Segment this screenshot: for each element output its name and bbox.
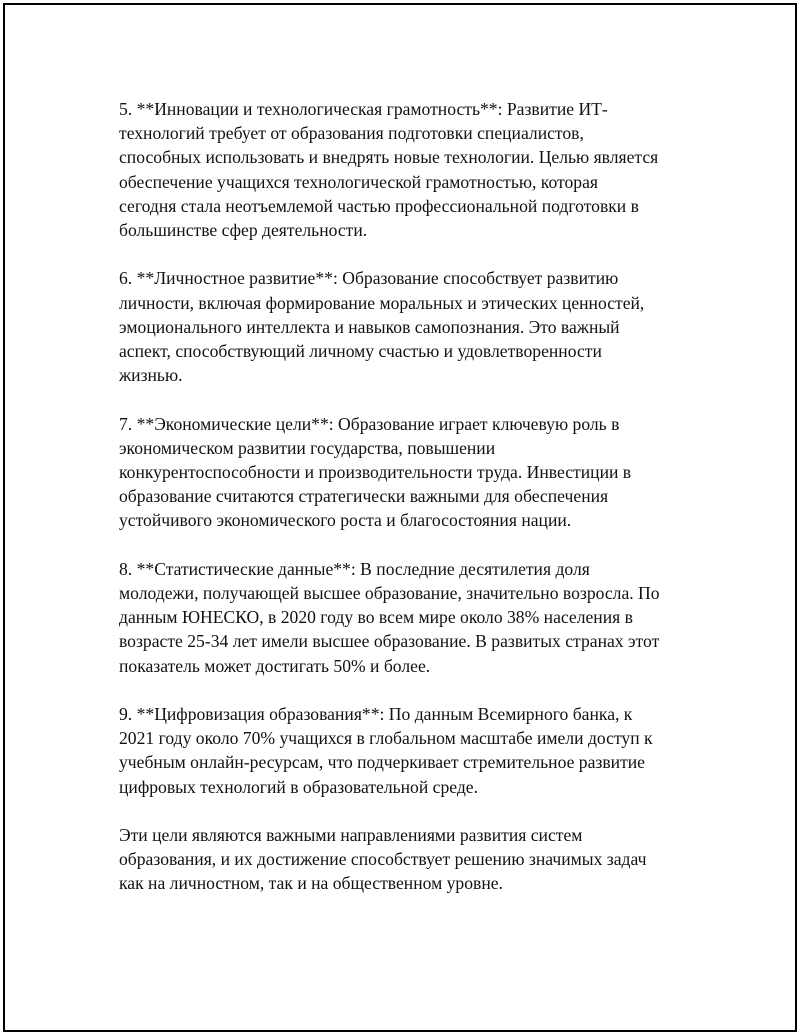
paragraph-item-8 xyxy=(119,557,699,678)
text-line: учебным онлайн-ресурсам, что подчеркивает стремительное развитие xyxy=(119,752,645,773)
text-line: 7. **Экономические цели**: Образование играет ключевую роль в xyxy=(119,413,620,434)
text-line: обеспечение учащихся технологической грамотностью, которая xyxy=(119,171,598,192)
text-line: личности, включая формирование моральных и этических ценностей, xyxy=(119,292,645,313)
text-line: как на личностном, так и на общественном уровне. xyxy=(119,873,503,894)
paragraph-item-7 xyxy=(119,412,699,533)
text-line: образование считаются стратегически важными для обеспечения xyxy=(119,486,609,507)
text-line: 5. **Инновации и технологическая грамотность**: Развитие ИТ- xyxy=(119,99,608,119)
text-line: экономическом развитии государства, повышении xyxy=(119,437,496,458)
paragraph-item-6 xyxy=(119,266,699,387)
text-line: технологий требует от образования подготовки специалистов, xyxy=(119,123,584,144)
text-line: возрасте 25-34 лет имели высшее образование. В развитых странах этот xyxy=(119,631,660,652)
text-line: аспект, способствующий личному счастью и удовлетворенности xyxy=(119,341,602,362)
text-line: способных использовать и внедрять новые технологии. Целью является xyxy=(119,147,659,168)
text-line: молодежи, получающей высшее образование, значительно возросла. По xyxy=(119,583,660,604)
page-border xyxy=(3,3,797,1032)
text-line: сегодня стала неотъемлемой частью профессиональной подготовки в xyxy=(119,195,639,216)
text-line: Эти цели являются важными направлениями развития систем xyxy=(119,825,583,846)
paragraph-item-9 xyxy=(119,702,699,799)
document-body xyxy=(119,97,699,920)
text-line: образования, и их достижение способствует решению значимых задач xyxy=(119,849,647,870)
text-line: цифровых технологий в образовательной среде. xyxy=(119,776,479,797)
text-line: данным ЮНЕСКО, в 2020 году во всем мире около 38% населения в xyxy=(119,607,633,628)
text-line: устойчивого экономического роста и благосостояния нации. xyxy=(119,510,572,531)
text-line: большинстве сфер деятельности. xyxy=(119,220,368,241)
text-line: эмоционального интеллекта и навыков самопознания. Это важный xyxy=(119,316,620,337)
text-line: 8. **Статистические данные**: В последние десятилетия доля xyxy=(119,558,590,579)
paragraph-item-5 xyxy=(119,97,699,242)
text-line: жизнью. xyxy=(119,365,183,386)
text-line: конкурентоспособности и производительности труда. Инвестиции в xyxy=(119,462,632,483)
text-line: показатель может достигать 50% и более. xyxy=(119,655,431,676)
text-line: 9. **Цифровизация образования**: По данным Всемирного банка, к xyxy=(119,704,633,725)
text-line: 2021 году около 70% учащихся в глобальном масштабе имели доступ к xyxy=(119,728,653,749)
paragraph-conclusion xyxy=(119,823,699,896)
text-line: 6. **Личностное развитие**: Образование способствует развитию xyxy=(119,268,619,289)
